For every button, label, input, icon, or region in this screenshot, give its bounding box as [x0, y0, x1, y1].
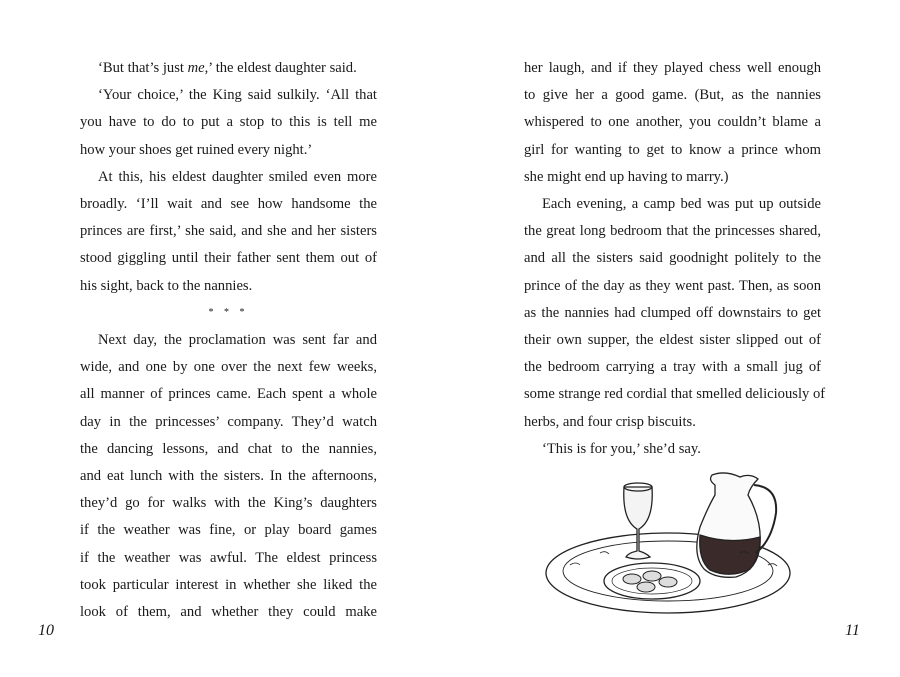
text-line: the great long bedroom that the princesses shared, — [524, 223, 821, 240]
text-line: prince of the day as they went past. Then, as soon — [524, 277, 821, 294]
jug — [697, 473, 776, 577]
text-line: if the weather was awful. The eldest princess — [80, 549, 377, 566]
text-line: look of them, and whether they could make — [80, 604, 377, 620]
tray-illustration — [540, 465, 805, 620]
text-line: and all the sisters said goodnight politely to the — [524, 250, 821, 267]
text-line: herbs, and four crisp biscuits. — [524, 413, 696, 430]
text-line: broadly. ‘I’ll wait and see how handsome the — [80, 196, 377, 212]
text-segment: ,’ the eldest daughter said. — [204, 60, 357, 76]
text-line: they’d go for walks with the King’s daughters — [80, 495, 377, 512]
text-line: how your shoes get ruined every night.’ — [80, 141, 313, 158]
text-line: wide, and one by one over the next few weeks, — [80, 359, 377, 376]
text-line: to give her a good game. (But, as the nannies — [524, 87, 821, 104]
text-line: if the weather was fine, or play board games — [80, 522, 377, 539]
text-line: girl for wanting to get to know a prince whom — [524, 141, 821, 158]
text-line: their own supper, the eldest sister slipped out of — [524, 332, 821, 348]
page-number-left: 10 — [38, 622, 54, 639]
page-number-right: 11 — [845, 622, 860, 639]
text-line: stood giggling until their father sent them out of — [80, 250, 377, 267]
text-line: whispered to one another, you couldn’t blame a — [524, 114, 821, 131]
biscuits — [623, 571, 677, 592]
text-line: his sight, back to the nannies. — [80, 277, 253, 294]
text-line: she might end up having to marry.) — [524, 168, 729, 185]
text-line: all manner of princes came. Each spent a whole — [80, 386, 377, 403]
goblet — [624, 483, 652, 559]
section-break: * * * — [208, 306, 249, 318]
text-line: the bedroom carrying a tray with a small jug of — [524, 359, 821, 376]
text-line: you have to do to put a stop to this is tell me — [80, 114, 377, 131]
text-line: ‘This is for you,’ she’d say. — [542, 440, 701, 457]
text-line: took particular interest in whether she liked the — [80, 576, 377, 593]
text-line: princes are first,’ she said, and she and her sisters — [80, 223, 377, 240]
text-line: At this, his eldest daughter smiled even more — [98, 168, 377, 185]
text-line: day in the princesses’ company. They’d watch — [80, 413, 377, 430]
text-line: the dancing lessons, and chat to the nannies, — [80, 440, 377, 457]
text-line — [80, 58, 377, 78]
text-line: and eat lunch with the sisters. In the afternoons, — [80, 468, 377, 484]
text-line: Next day, the proclamation was sent far and — [98, 332, 377, 348]
text-line: her laugh, and if they played chess well enough — [524, 60, 821, 76]
text-line: as the nannies had clumped off downstairs to get — [524, 304, 821, 321]
text-segment: ‘But that’s just — [98, 60, 188, 76]
text-line: Each evening, a camp bed was put up outside — [542, 196, 821, 212]
text-line: ‘Your choice,’ the King said sulkily. ‘All that — [98, 87, 377, 104]
emphasis: me — [187, 60, 205, 76]
text-line: some strange red cordial that smelled deliciously of — [524, 386, 826, 403]
